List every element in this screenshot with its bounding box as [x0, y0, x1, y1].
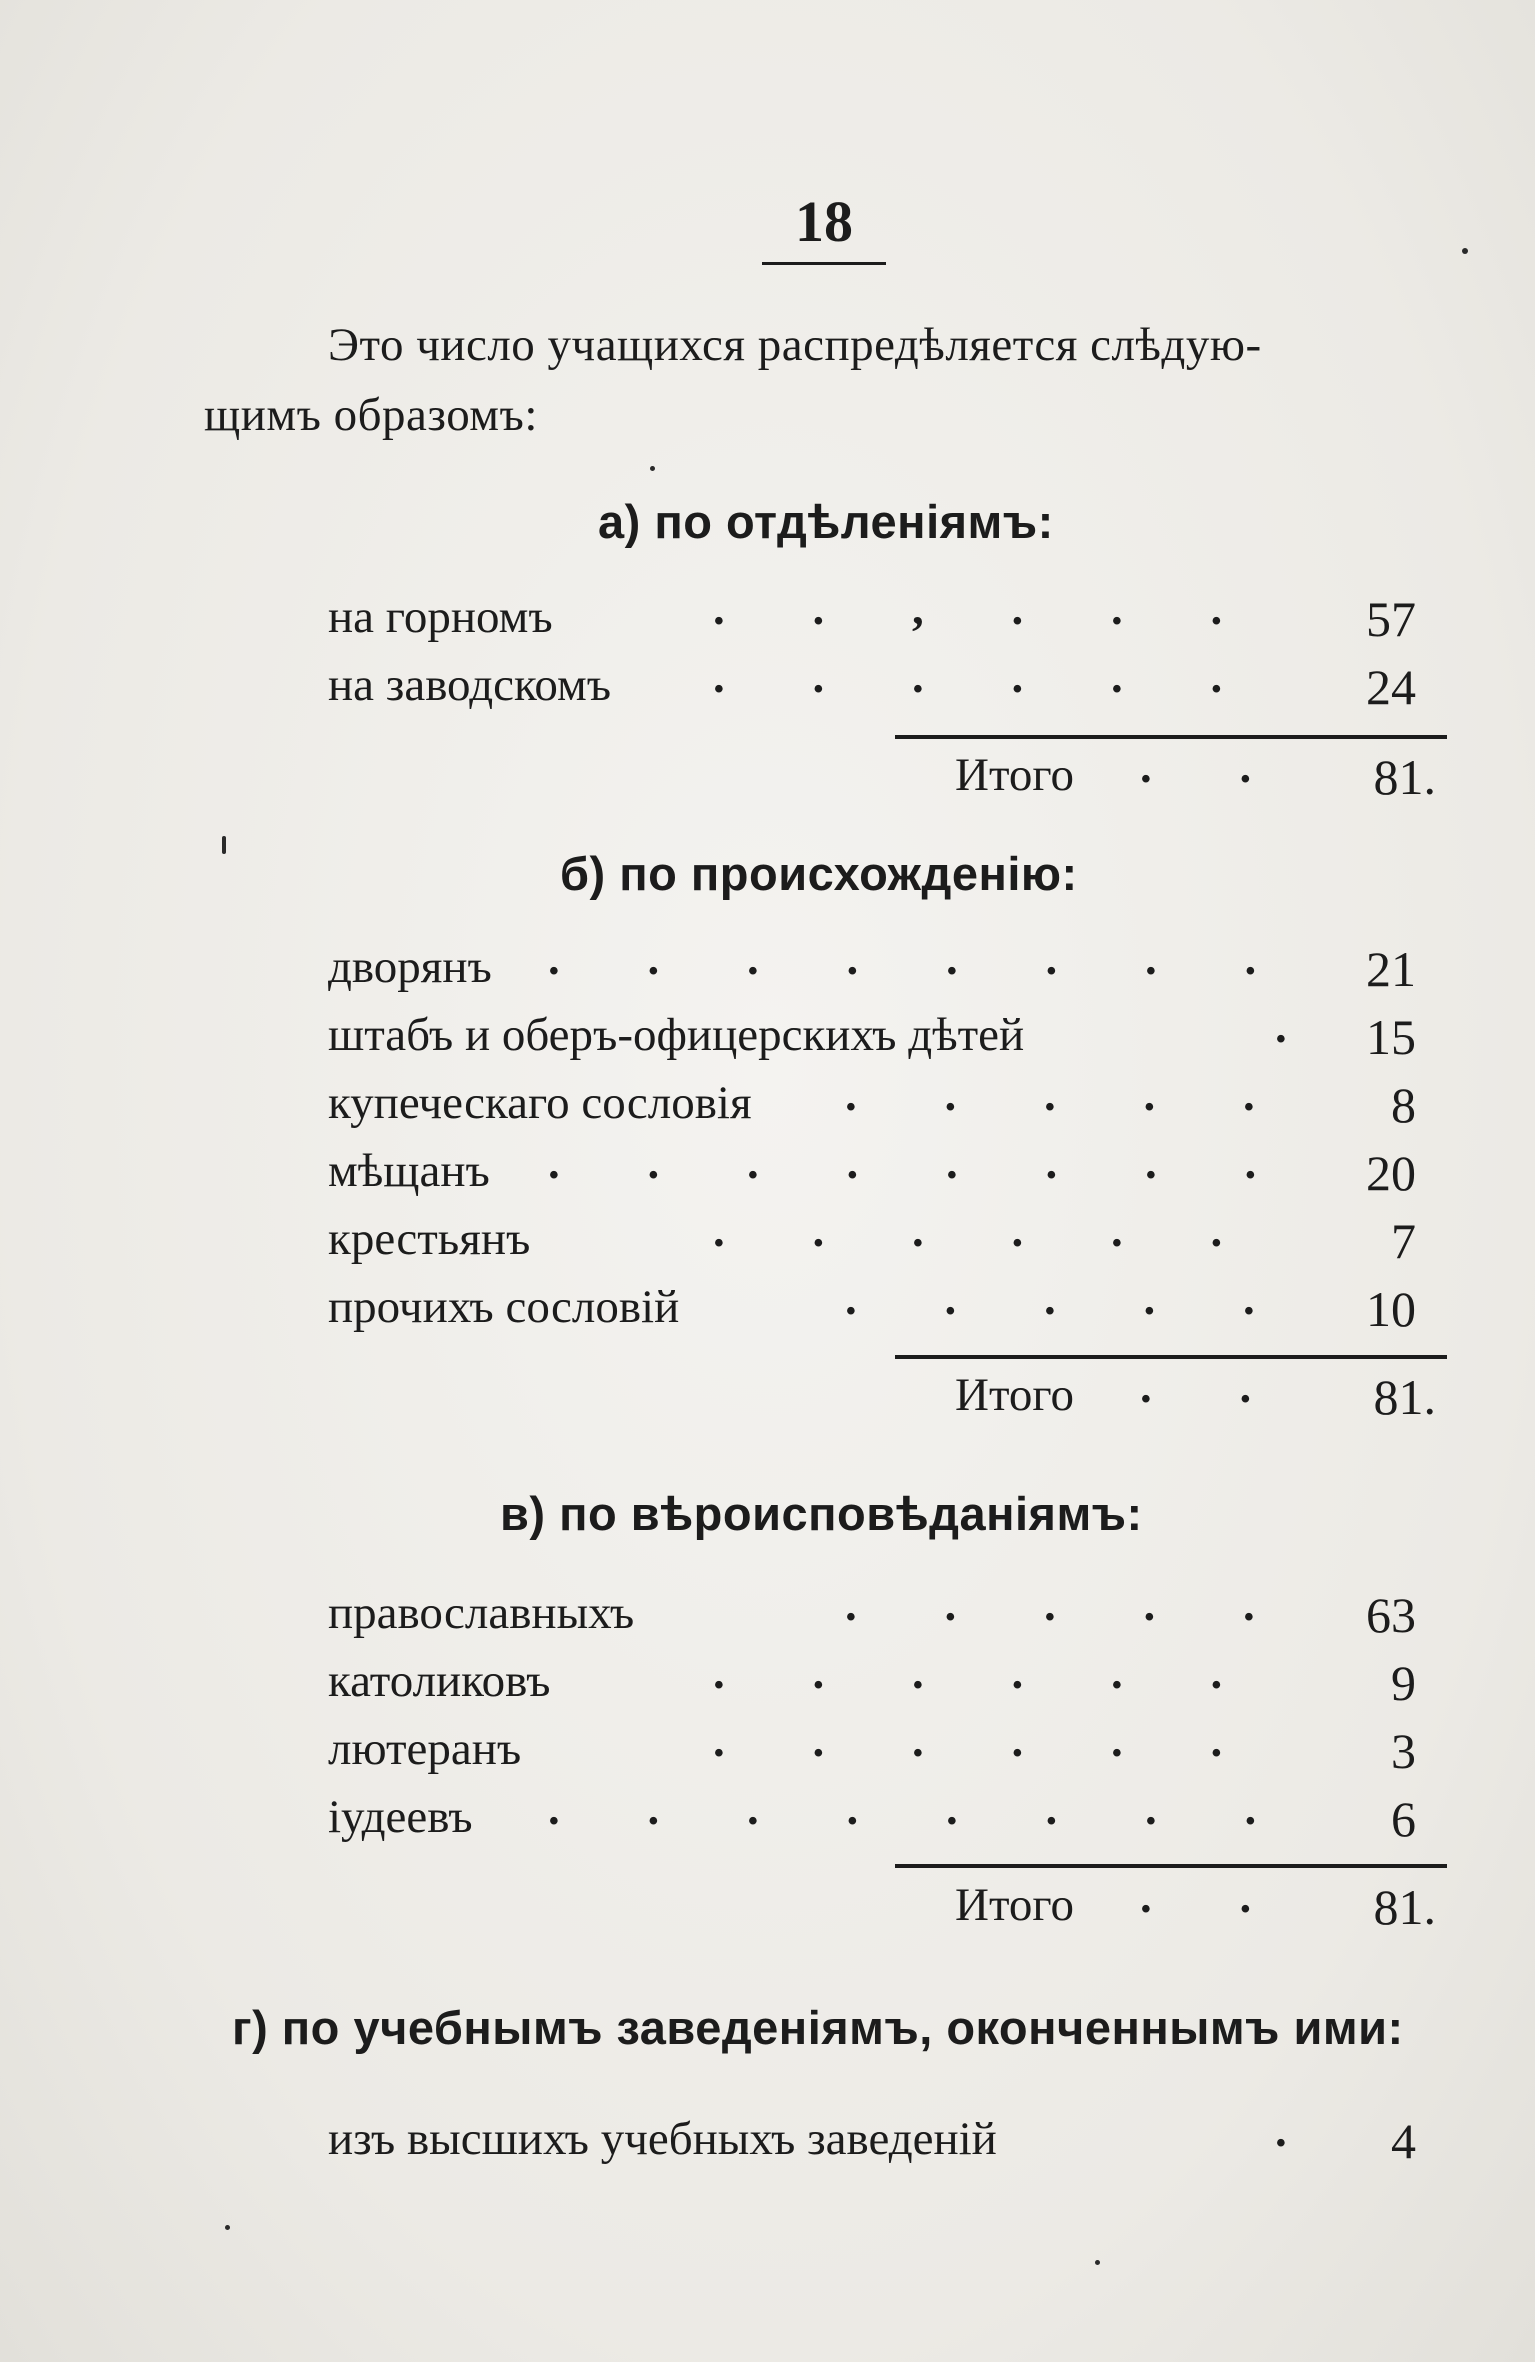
table-row-label: православныхъ	[328, 1587, 635, 1639]
page-number: 18	[795, 189, 853, 254]
total-value: 81.	[1373, 749, 1436, 805]
table-row-value: 20	[1366, 1145, 1416, 1201]
table-row-label: штабъ и оберъ-офицерскихъ дѣтей	[328, 1009, 1025, 1061]
leader-dots: . . . . .	[845, 1273, 1255, 1325]
total-label: Итого	[955, 1879, 1074, 1931]
leader-dots: . .	[1140, 1871, 1252, 1923]
ink-speck	[225, 2225, 230, 2230]
table-row-value: 4	[1391, 2113, 1416, 2169]
table-row-value: 24	[1366, 659, 1416, 715]
table-row-value: 57	[1366, 591, 1416, 647]
leader-dots: . . . . . .	[713, 1205, 1223, 1257]
ink-speck	[1462, 248, 1468, 254]
sum-rule	[895, 735, 1447, 739]
leader-dots: . . . . . .	[713, 651, 1223, 703]
leader-dots: . . , . . .	[713, 583, 1223, 635]
leader-dots: . .	[1140, 741, 1252, 793]
table-row-value: 9	[1391, 1655, 1416, 1711]
table-row-value: 3	[1391, 1723, 1416, 1779]
ink-speck	[650, 466, 655, 471]
table-row-label: прочихъ сословій	[328, 1281, 680, 1333]
sum-rule	[895, 1864, 1447, 1868]
table-row-value: 15	[1366, 1009, 1416, 1065]
leader-dots: . .	[1140, 1361, 1252, 1413]
table-row-label: католиковъ	[328, 1655, 551, 1707]
section-d-heading: г) по учебнымъ заведеніямъ, оконченнымъ ими:	[232, 2001, 1404, 2054]
leader-dots: . . . . . . . .	[548, 933, 1257, 985]
page-number-underline	[762, 262, 886, 265]
table-row-value: 8	[1391, 1077, 1416, 1133]
table-row-label: изъ высшихъ учебныхъ заведеній	[328, 2113, 997, 2165]
table-row-label: на заводскомъ	[328, 659, 612, 711]
total-value: 81.	[1373, 1369, 1436, 1425]
leader-dots: . . . . . .	[713, 1715, 1223, 1767]
leader-dots: . . . . .	[845, 1579, 1255, 1631]
total-label: Итого	[955, 1369, 1074, 1421]
leader-dots: . . . . .	[845, 1069, 1255, 1121]
section-c-heading: в) по вѣроисповѣданіямъ:	[500, 1487, 1143, 1540]
table-row-label: на горномъ	[328, 591, 553, 643]
table-row-value: 6	[1391, 1791, 1416, 1847]
leader-dots: . . . . . . . .	[548, 1783, 1257, 1835]
table-row-label: дворянъ	[328, 941, 492, 993]
table-row-value: 7	[1391, 1213, 1416, 1269]
table-row-value: 10	[1366, 1281, 1416, 1337]
table-row-label: іудеевъ	[328, 1791, 473, 1843]
leader-dots: .	[1275, 1001, 1287, 1053]
section-b-heading: б) по происхожденію:	[560, 847, 1078, 900]
table-row-value: 21	[1366, 941, 1416, 997]
leader-dots: . . . . . . . .	[548, 1137, 1257, 1189]
table-row-label: купеческаго сословія	[328, 1077, 752, 1129]
leader-dots: . . . . . .	[713, 1647, 1223, 1699]
sum-rule	[895, 1355, 1447, 1359]
total-value: 81.	[1373, 1879, 1436, 1935]
total-label: Итого	[955, 749, 1074, 801]
table-row-label: мѣщанъ	[328, 1145, 490, 1197]
intro-line-2: щимъ образомъ:	[204, 389, 538, 441]
intro-line-1: Это число учащихся распредѣляется слѣдую-	[328, 319, 1262, 371]
section-a-heading: а) по отдѣленіямъ:	[598, 495, 1054, 548]
leader-dots: .	[1275, 2105, 1287, 2157]
table-row-label: лютеранъ	[328, 1723, 522, 1775]
table-row-label: крестьянъ	[328, 1213, 531, 1265]
ink-speck	[1095, 2260, 1100, 2265]
table-row-value: 63	[1366, 1587, 1416, 1643]
ink-speck	[222, 836, 226, 854]
